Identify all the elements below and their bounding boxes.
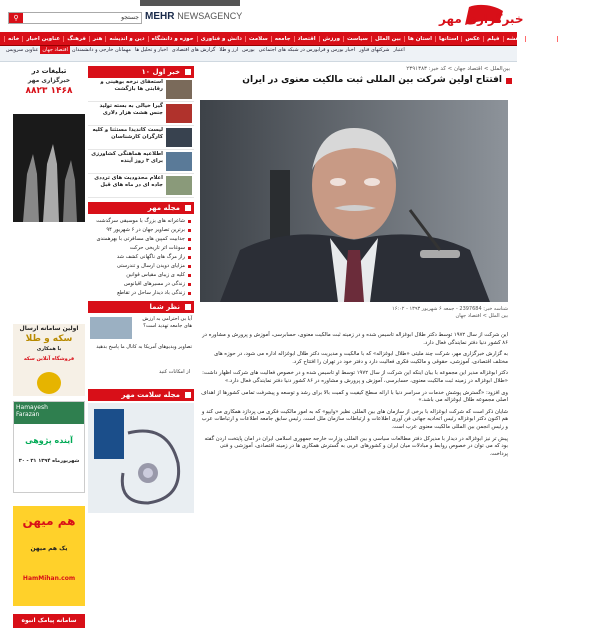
nav-item[interactable]: استانها [435, 36, 461, 42]
magazine-header[interactable]: مجله مهر [88, 202, 194, 214]
nav-item[interactable]: مجله مهر [525, 36, 557, 42]
article-paragraph: شایان ذکر است که شرکت ابوغزاله با برخی از سازمان های بین المللی نظیر «وایپو» که به امور مالکیت فکری می پردازد همکاری می کند و هم اکنون دکتر ابوغزاله رئیس اتحادیه جهانی فن آوری اطلاعات و ارتباطات سازمان ملل است. رئیس سابق جامعه اطلاعات و ارتباطات عرب و رئیس انجمن بین المللی مالکیت معنوی عرب است. [201, 408, 508, 430]
view-more-link[interactable]: از امکانات کنید [159, 369, 190, 375]
ad-hammihan[interactable]: هم میهن یک هم میهن HamMihan.com [13, 506, 85, 606]
magazine-item[interactable]: زندگی در مسیرهای اقیانوس [90, 280, 192, 289]
portrait-image [200, 100, 508, 302]
nav-item[interactable]: دین و اندیشه [105, 36, 147, 42]
magazine-item[interactable]: شاعرانه های بزرگ با موسیقی سرگذشت [90, 217, 192, 226]
nav-item[interactable]: دانش و فناوری [197, 36, 245, 42]
main-nav [0, 32, 591, 46]
ad-gold[interactable]: اولین سامانه ارسال سکه و طلا با همکاری فروشگاه آنلاین سکه [13, 324, 85, 396]
nav-item[interactable]: هنر [89, 36, 105, 42]
side-column [88, 66, 194, 633]
ad-sms[interactable]: سامانه پیامک انبوه [13, 614, 85, 628]
top-news-item[interactable] [88, 150, 194, 174]
article-paragraph: دکتر ابوغزاله مدیر این مجموعه با بیان اینکه این شرکت از سال ۱۹۷۲ توسط او تاسیس شده و در خصوص فعالیت های شرکت اظهار داشت: «طلال ابوغزاله در زمینه ثبت مالکیت معنوی، حسابرسی، آموزش و پرورش و مشاوره در ۸۶ کشور دنیا دفتر نمایندگی فعال دارد.» [202, 370, 508, 384]
site-header [0, 0, 524, 32]
hands-icon [13, 114, 85, 222]
poll-thumb [90, 317, 132, 339]
nav-item[interactable]: ورزش [319, 36, 343, 42]
subnav-item[interactable]: عناوین سرویس [6, 47, 39, 53]
ad-hamayesh[interactable]: Hamayesh Farazan آینده پژوهی ۳۰ - ۳۱ شهریورماه ۱۳۹۴ [13, 401, 85, 493]
top-news-list [88, 78, 194, 198]
magazine-item[interactable]: سوغات اثر تاریخی حرکت [90, 244, 192, 253]
nav-item[interactable]: فرهنگ [63, 36, 89, 42]
ad-column [13, 66, 85, 633]
subnav-item[interactable]: ارز و طلا [219, 47, 239, 53]
top-news-header[interactable]: ۱۰ خبر اول [88, 66, 194, 78]
poll-item[interactable]: تصاویر ویدیوهای آمریکا به کانال ما پاسخ بدهید [96, 344, 192, 350]
nav-item[interactable]: بین الملل [371, 36, 404, 42]
sub-nav [0, 46, 517, 62]
magazine-item[interactable]: برترین تصاویر جهان در ۶ شهریور ۹۴ [90, 226, 192, 235]
mehr-logo-icon [399, 1, 524, 29]
subnav-item[interactable]: اقتصاد جهان [42, 47, 68, 53]
logo-fa[interactable] [399, 1, 524, 29]
your-view-header[interactable]: نظر شما [88, 301, 194, 313]
nav-item[interactable]: اخبار کوتاه [557, 36, 593, 42]
article-paragraph: به گزارش خبرگزاری مهر، شرکت چند ملیتی «طلال ابوغزاله» که با مالکیت و مدیریت دکتر طلال ابوغزاله اداره می شود، در حوزه های مختلف اقتصادی، آموزشی، حقوقی و مالکیت فکری فعالیت دارد و دفتر خود در تهران را افتتاح کرد. [214, 351, 508, 365]
article-lead: این شرکت از سال ۱۹۷۲ توسط دکتر طلال ابوغزاله تاسیس شده و در زمینه ثبت مالکیت معنوی، حسابرسی، آموزش و پرورش و مشاوره در ۸۶ کشور دنیا دفتر نمایندگی فعال دارد. [202, 332, 508, 346]
article-paragraph: وی افزود: «گسترش پوشش خدمات در سراسر دنیا با ارائه سطح کیفیت و کمیت بالا برای رشد و توسعه و پیشرفت تمامی کشورها از اهداف اصلی مجموعه طلال ابوغزاله می باشد.» [201, 389, 508, 404]
top-news-item[interactable] [88, 78, 194, 102]
ad-mehr[interactable]: تبلیغات در خبرگزاری مهر ۸۸۲۳ ۱۴۶۸ [13, 66, 85, 114]
nav-item[interactable]: اقتصاد [294, 36, 319, 42]
subnav-item[interactable]: گزارش های اقتصادی [171, 47, 216, 53]
article [196, 66, 512, 633]
news-title: اعلام محدودیت های ترددی جاده ای در ماه های قبل [94, 175, 163, 188]
search-box[interactable] [8, 12, 142, 24]
article-paragraph: پیش تر نیز ابوغزاله در دیدار با مدیرکل دفتر مطالعات سیاسی و بین المللی وزارت خارجه جمهوری اسلامی ایران در امان پایتخت اردن گفته بود که می توان در خصوص روابط و مبادلات میان ایران و کشورهای عربی به گسترش همکاری ها در زمینه اقتصادی، آموزشی و فنی پرداخت. [204, 435, 508, 457]
health-banner[interactable] [88, 403, 194, 513]
magazine-item[interactable]: جذابیت کمپین های مسافرتی با بهرهمندی [90, 235, 192, 244]
subnav-list [0, 46, 517, 54]
search-input[interactable]: جستجو [121, 14, 139, 21]
magazine-item[interactable]: راز مرگ های ناگهانی کشف شد [90, 253, 192, 262]
subnav-item[interactable]: اخبار بورس و فرابورس در شبکه های اجتماعی [258, 47, 356, 53]
breadcrumb[interactable]: بین‌الملل > اقتصاد جهان > کد خبر: ۲۳۹۱۳۸۳ [406, 66, 510, 72]
news-thumb [166, 80, 192, 99]
news-thumb [166, 176, 192, 195]
logo-fa-text: خبرگزاری مهر [439, 12, 524, 26]
nav-list [0, 32, 591, 46]
nav-item[interactable]: سلامت [245, 36, 271, 42]
date-bar [140, 0, 240, 6]
nav-item[interactable]: فیلم [483, 36, 502, 42]
top-news-item[interactable] [88, 126, 194, 150]
photo-caption: شناسه خبر: 2397684 - جمعه ۶ شهریور ۱۳۹۳ - ۱۶:۰۲ بین الملل > اقتصاد جهان [392, 306, 508, 319]
magazine-list [88, 214, 194, 301]
magazine-item[interactable]: کلیه ی زیبای مقیاس قوانین [90, 271, 192, 280]
health-header[interactable]: مجله سلامت مهر [88, 389, 194, 401]
ad-protest-image[interactable] [13, 114, 85, 222]
article-title: افتتاح اولین شرکت بین المللی ثبت مالکیت معنوی در ایران [196, 75, 512, 89]
magazine-item[interactable]: زندگی باد دیدار ساحل در تقاطع [90, 289, 192, 298]
subnav-item[interactable]: بورس [242, 47, 255, 53]
poll-item[interactable]: آیا بی احترامی به ارزش های جامعه تهدید است؟ [88, 313, 194, 341]
article-body [200, 332, 508, 462]
nav-item[interactable]: خانه [4, 36, 22, 42]
nav-item[interactable]: استان ها [404, 36, 435, 42]
news-title: گیرا خیالی به بسته تولید جنس هشت هزار دلاری [99, 103, 163, 116]
subnav-item[interactable]: مهمانان خارجی و دانشمندان [71, 47, 131, 53]
logo-en[interactable]: MEHR NEWSAGENCY [145, 11, 243, 22]
nav-item[interactable]: عکس [461, 36, 483, 42]
news-title: لیست کاندیدا مستثنا و کلیه کارگران کارشناسان [92, 127, 163, 140]
article-photo [200, 100, 508, 302]
nav-item[interactable]: جامعه [271, 36, 294, 42]
subnav-item[interactable]: اعتبار [393, 47, 405, 53]
search-button[interactable]: ⚲ [9, 13, 23, 23]
nav-item[interactable]: نقشه [503, 36, 525, 42]
news-title: اطلاعیه هماهنگی کشاورزی برای ۳ روز آینده [91, 151, 163, 164]
news-title: استعفای نرخه بوهینی و رقابتی ها بازگشت [100, 79, 163, 92]
stethoscope-icon [88, 403, 194, 513]
top-news-item[interactable] [88, 102, 194, 126]
news-thumb [166, 152, 192, 171]
title-bullet-icon [506, 78, 512, 84]
news-thumb [166, 128, 192, 147]
coin-icon [37, 372, 61, 394]
nav-item[interactable]: سیاست [343, 36, 371, 42]
subnav-item[interactable]: اخبار و تحلیل ها [134, 47, 168, 53]
nav-item[interactable]: حوزه و دانشگاه [148, 36, 197, 42]
top-news-item[interactable] [88, 174, 194, 198]
magazine-item[interactable]: مزایای دویدن ارسال و تندرستی [90, 262, 192, 271]
nav-item[interactable]: عناوین اخبار [22, 36, 63, 42]
subnav-item[interactable]: شرکتهای فناور [359, 47, 390, 53]
news-thumb [166, 104, 192, 123]
